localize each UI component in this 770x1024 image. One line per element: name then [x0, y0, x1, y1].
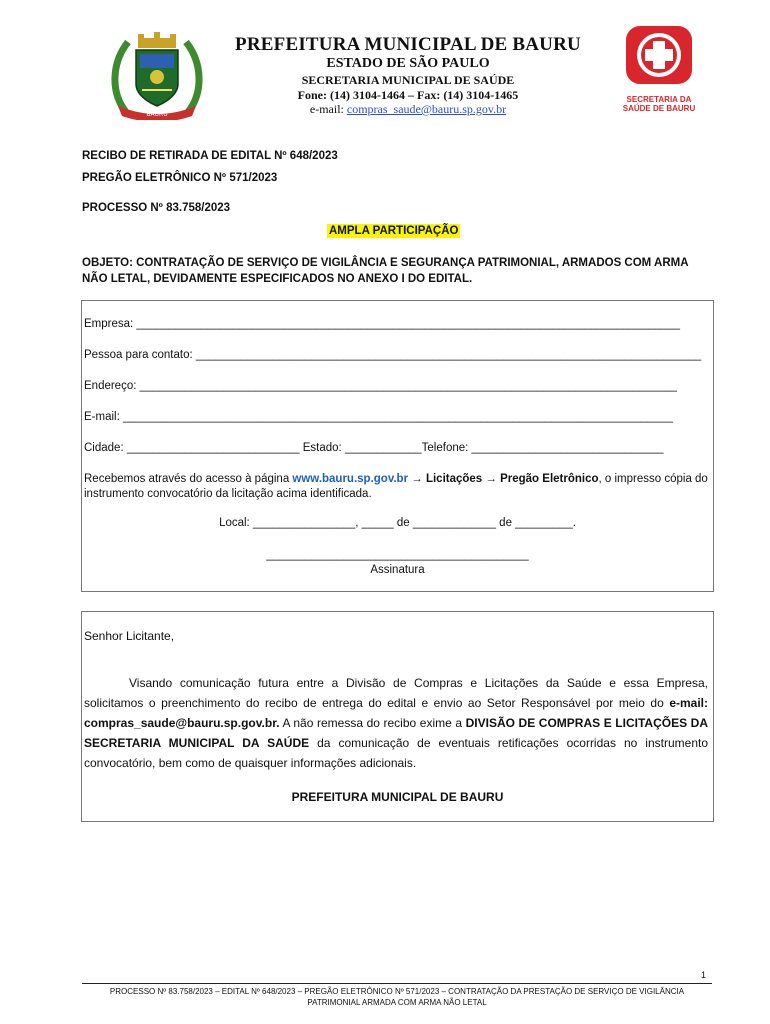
state-name: ESTADO DE SÃO PAULO [326, 56, 490, 71]
header-email-line [206, 102, 610, 117]
bauru-site-link[interactable]: www.bauru.sp.gov.br [292, 473, 409, 485]
footer-text [82, 986, 712, 1008]
email-link[interactable]: compras_saude@bauru.sp.gov.br [346, 102, 507, 116]
receipt-statement-end: , o impresso cópia do instrumento convocatório da licitação acima identificada. [84, 473, 708, 500]
division-name: DIVISÃO DE COMPRAS E LICITAÇÕES DA SECRETARIA MUNICIPAL DA SAÚDE [84, 716, 708, 750]
contact-person-field[interactable]: Pessoa para contato: _______________________________________________________________________________ [84, 349, 702, 361]
pregao-number: PREGÃO ELETRÔNICO Nº 571/2023 [82, 172, 278, 184]
notice-signoff: PREFEITURA MUNICIPAL DE BAURU [291, 790, 504, 804]
footer-line-2: PATRIMONIAL ARMADA COM ARMA NÃO LETAL [307, 998, 487, 1007]
red-cross-icon [624, 24, 694, 86]
coat-ribbon-text: BAURU [146, 111, 168, 118]
address-field[interactable]: Endereço: ____________________________________________________________________________________ [84, 380, 677, 392]
secretariat-name: SECRETARIA MUNICIPAL DE SAÚDE [301, 73, 515, 87]
greeting: Senhor Licitante, [84, 629, 175, 643]
receipt-form-box [81, 300, 714, 592]
page-number: 1 [700, 970, 706, 980]
process-number: PROCESSO Nº 83.758/2023 [82, 202, 231, 214]
notice-paragraph [84, 673, 708, 773]
object-description: OBJETO: CONTRATAÇÃO DE SERVIÇO DE VIGILÂNCIA E SEGURANÇA PATRIMONIAL, ARMADOS COM ARMA NÃO LETAL, DEVIDAMENTE ESPECIFICADOS NO ANEXO I DO EDITAL. [82, 257, 689, 285]
notice-text-1: Visando comunicação futura entre a Divisão de Compras e Licitações da Saúde e essa Empresa, solicitamos o preenchimento do recibo de entrega do edital e envio ao Setor Responsável por meio do [84, 676, 708, 710]
email-field[interactable]: E-mail: ______________________________________________________________________________________ [84, 411, 674, 423]
place-date-field[interactable]: Local: ________________, _____ de _____________ de _________. [219, 517, 576, 529]
signature-label: Assinatura [370, 564, 425, 576]
health-logo-text-1: SECRETARIA DA [626, 95, 692, 104]
city-state-phone-field[interactable]: Cidade: ___________________________ Estado: ____________Telefone: ______________________________ [84, 442, 664, 454]
footer-divider [82, 983, 712, 984]
ampla-participacao-badge: AMPLA PARTICIPAÇÃO [329, 225, 459, 237]
notice-text-3: da comunicação de eventuais retificações ocorridas no instrumento convocatório, bem como de quaisquer informações adicionais. [84, 736, 708, 770]
receipt-statement [84, 472, 708, 502]
phone-fax: Fone: (14) 3104-1464 – Fax: (14) 3104-1465 [297, 88, 519, 102]
health-secretariat-logo [620, 24, 698, 114]
receipt-statement-text: Recebemos através do acesso à página [84, 473, 293, 485]
signature-line[interactable]: _________________________________________ [266, 549, 529, 561]
navigation-path: → Licitações → Pregão Eletrônico [408, 473, 599, 485]
company-field[interactable]: Empresa: _____________________________________________________________________________________ [84, 318, 681, 330]
footer-line-1: PROCESSO Nº 83.758/2023 – EDITAL Nº 648/2023 – PREGÃO ELETRÔNICO Nº 571/2023 – CONTRATAÇÃO DA PRESTAÇÃO DE SERVIÇO DE VIGILÂNCIA [109, 987, 685, 996]
health-logo-text-2: SAÚDE DE BAURU [622, 104, 696, 113]
receipt-title: RECIBO DE RETIRADA DE EDITAL Nº 648/2023 [82, 150, 338, 162]
notice-text-2: A não remessa do recibo exime a [279, 716, 466, 730]
coat-of-arms-logo [108, 32, 206, 120]
notice-email: e-mail: compras_saude@bauru.sp.gov.br. [84, 696, 708, 730]
municipality-title: PREFEITURA MUNICIPAL DE BAURU [235, 34, 581, 55]
email-label: e-mail: [309, 102, 347, 116]
notice-box [81, 611, 714, 822]
